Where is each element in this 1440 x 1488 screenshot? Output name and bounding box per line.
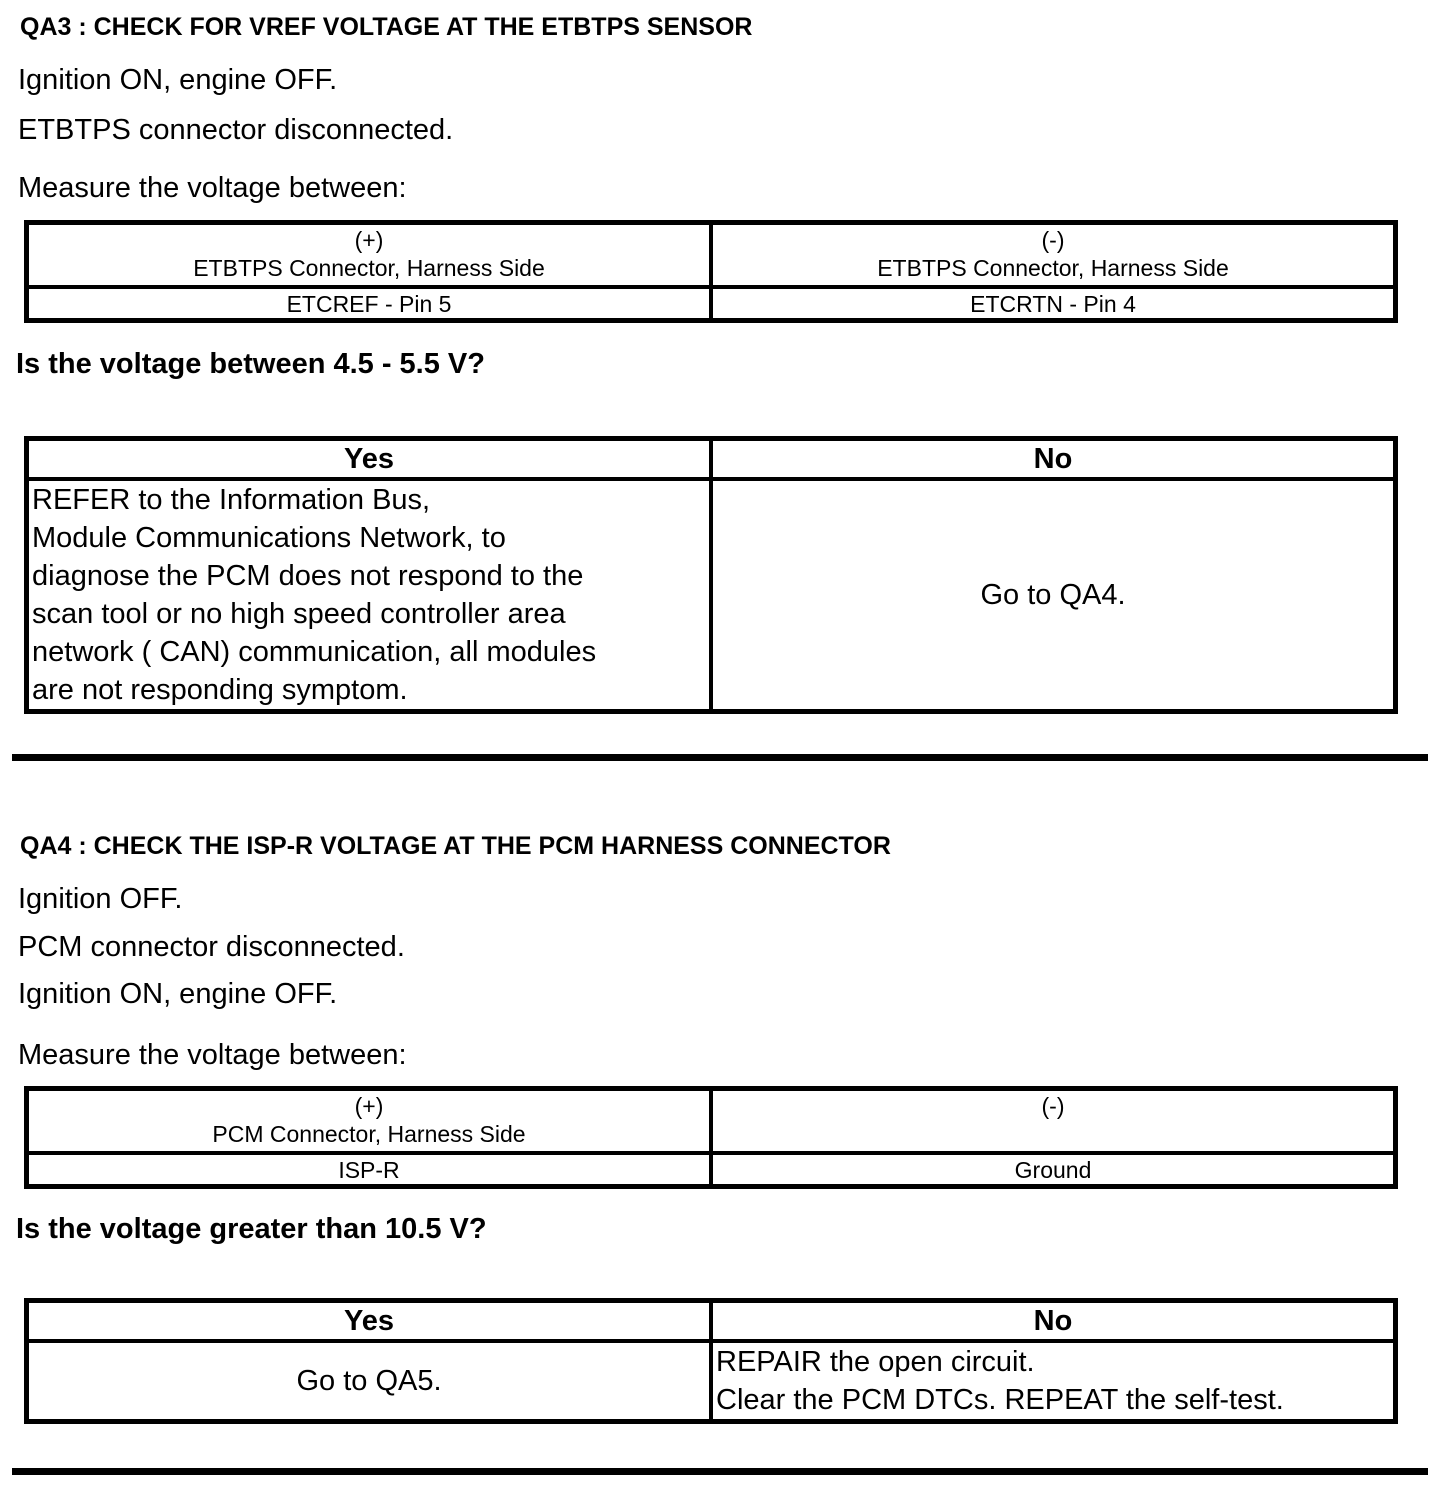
no-action-line: REPAIR the open circuit. bbox=[716, 1346, 1035, 1378]
yes-action-line: diagnose the PCM does not respond to the bbox=[32, 560, 584, 592]
plus-connector-label: ETBTPS Connector, Harness Side bbox=[193, 255, 545, 281]
test-step: ETBTPS connector disconnected. bbox=[18, 114, 454, 146]
minus-pin-cell: ETCRTN - Pin 4 bbox=[711, 287, 1396, 321]
plus-symbol: (+) bbox=[354, 1093, 384, 1119]
test-step: Ignition ON, engine OFF. bbox=[18, 978, 338, 1010]
measurement-value-row bbox=[27, 287, 1396, 321]
no-header-cell: No bbox=[711, 439, 1396, 480]
minus-connector-label: ETBTPS Connector, Harness Side bbox=[877, 255, 1229, 281]
yes-action-line: scan tool or no high speed controller area bbox=[32, 598, 566, 630]
minus-symbol: (-) bbox=[1041, 1093, 1065, 1119]
plus-pin-cell: ISP-R bbox=[27, 1153, 712, 1187]
measurement-table-qa4 bbox=[24, 1086, 1398, 1189]
page-bottom-divider bbox=[12, 1468, 1428, 1475]
yes-header-cell: Yes bbox=[27, 439, 712, 480]
yes-action-line: Module Communications Network, to bbox=[32, 522, 506, 554]
yes-action-cell: Go to QA5. bbox=[27, 1341, 712, 1422]
no-action-cell: Go to QA4. bbox=[711, 479, 1396, 712]
decision-body-row bbox=[27, 1341, 1396, 1422]
decision-header-row bbox=[27, 1301, 1396, 1342]
measure-instruction: Measure the voltage between: bbox=[18, 172, 407, 204]
plus-symbol: (+) bbox=[354, 227, 384, 253]
decision-table-qa3 bbox=[24, 436, 1398, 714]
minus-symbol: (-) bbox=[1041, 227, 1065, 253]
no-action-line: Clear the PCM DTCs. REPEAT the self-test. bbox=[716, 1384, 1284, 1416]
test-step: Ignition ON, engine OFF. bbox=[18, 64, 338, 96]
plus-connector-label: PCM Connector, Harness Side bbox=[212, 1121, 526, 1147]
section-title-qa4: QA4 : CHECK THE ISP-R VOLTAGE AT THE PCM HARNESS CONNECTOR bbox=[20, 832, 891, 860]
measurement-table-qa3 bbox=[24, 220, 1398, 323]
minus-header-cell bbox=[711, 223, 1396, 288]
yes-action-line: network ( CAN) communication, all modules bbox=[32, 636, 597, 668]
minus-pin-cell: Ground bbox=[711, 1153, 1396, 1187]
minus-header-cell bbox=[711, 1089, 1396, 1154]
yes-action-line: are not responding symptom. bbox=[32, 674, 408, 706]
yes-action-cell bbox=[27, 479, 712, 712]
measure-instruction: Measure the voltage between: bbox=[18, 1039, 407, 1071]
decision-body-row bbox=[27, 479, 1396, 712]
yes-header-cell: Yes bbox=[27, 1301, 712, 1342]
section-divider bbox=[12, 754, 1428, 761]
decision-header-row bbox=[27, 439, 1396, 480]
plus-pin-cell: ETCREF - Pin 5 bbox=[27, 287, 712, 321]
decision-question-qa4: Is the voltage greater than 10.5 V? bbox=[16, 1213, 487, 1245]
measurement-header-row bbox=[27, 223, 1396, 288]
no-action-cell bbox=[711, 1341, 1396, 1422]
yes-action-line: REFER to the Information Bus, bbox=[32, 484, 431, 516]
test-step: Ignition OFF. bbox=[18, 883, 183, 915]
test-step: PCM connector disconnected. bbox=[18, 931, 405, 963]
decision-question-qa3: Is the voltage between 4.5 - 5.5 V? bbox=[16, 348, 485, 380]
plus-header-cell bbox=[27, 1089, 712, 1154]
measurement-value-row bbox=[27, 1153, 1396, 1187]
plus-header-cell bbox=[27, 223, 712, 288]
measurement-header-row bbox=[27, 1089, 1396, 1154]
decision-table-qa4 bbox=[24, 1298, 1398, 1424]
no-header-cell: No bbox=[711, 1301, 1396, 1342]
section-title-qa3: QA3 : CHECK FOR VREF VOLTAGE AT THE ETBTPS SENSOR bbox=[20, 13, 753, 41]
